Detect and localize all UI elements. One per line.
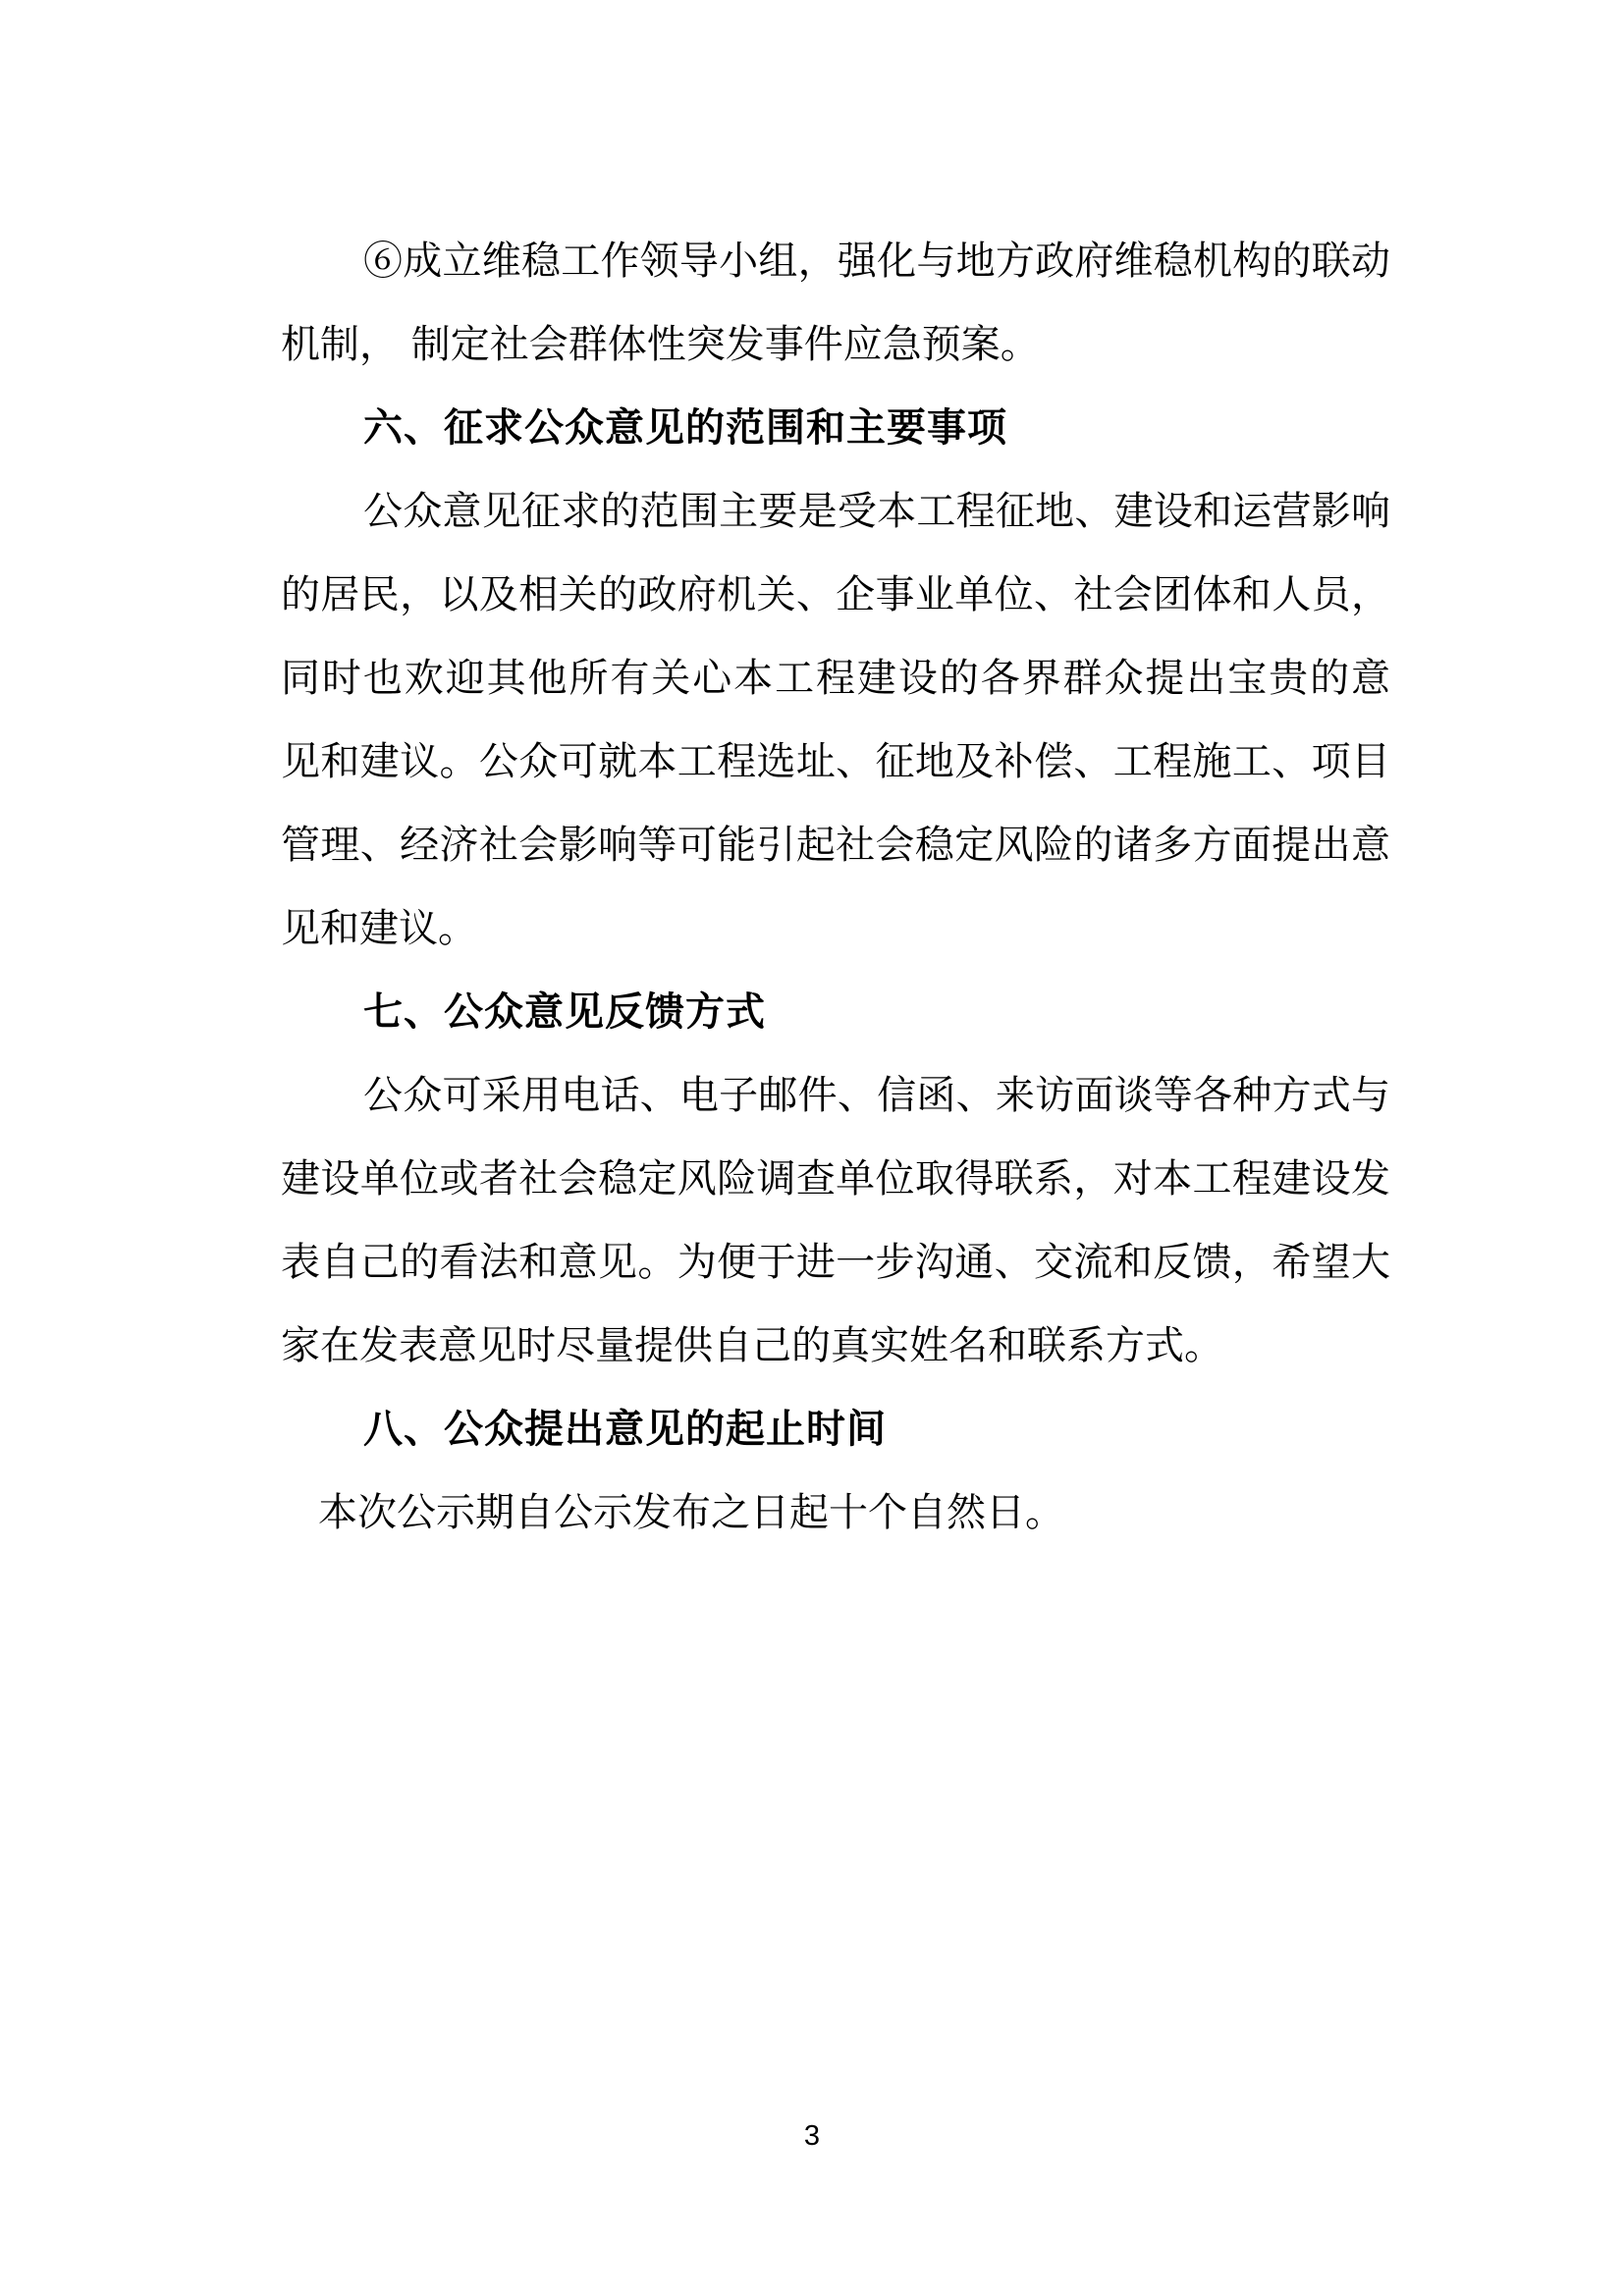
paragraph-line: 公众意见征求的范围主要是受本工程征地、建设和运营影响 [363,489,1390,534]
paragraph-line: 见和建议。 [281,906,477,951]
paragraph-line: ⑥成立维稳工作领导小组，强化与地方政府维稳机构的联动 [363,239,1390,284]
paragraph-line: 家在发表意见时尽量提供自己的真实姓名和联系方式。 [281,1323,1223,1368]
paragraph-line: 的居民，以及相关的政府机关、企事业单位、社会团体和人员， [281,572,1390,617]
paragraph-line: 表自己的看法和意见。为便于进一步沟通、交流和反馈，希望大 [281,1240,1390,1285]
paragraph-line: 管理、经济社会影响等可能引起社会稳定风险的诸多方面提出意 [281,823,1390,868]
paragraph-line: 机制， 制定社会群体性突发事件应急预案。 [281,322,1040,367]
paragraph-line: 本次公示期自公示发布之日起十个自然日。 [318,1490,1064,1535]
page-footer [0,2116,1624,2156]
text-block [281,220,1390,1555]
page-number: 3 [803,2120,821,2152]
paragraph-line: 公众可采用电话、电子邮件、信函、来访面谈等各种方式与 [363,1073,1390,1118]
paragraph-line: 见和建议。公众可就本工程选址、征地及补偿、工程施工、项目 [281,739,1390,784]
section-heading: 七、公众意见反馈方式 [363,989,766,1035]
paragraph-line: 同时也欢迎其他所有关心本工程建设的各界群众提出宝贵的意 [281,656,1390,701]
section-heading: 六、征求公众意见的范围和主要事项 [363,405,1007,451]
paragraph-line: 建设单位或者社会稳定风险调查单位取得联系，对本工程建设发 [281,1156,1390,1201]
section-heading: 八、公众提出意见的起止时间 [363,1407,887,1452]
